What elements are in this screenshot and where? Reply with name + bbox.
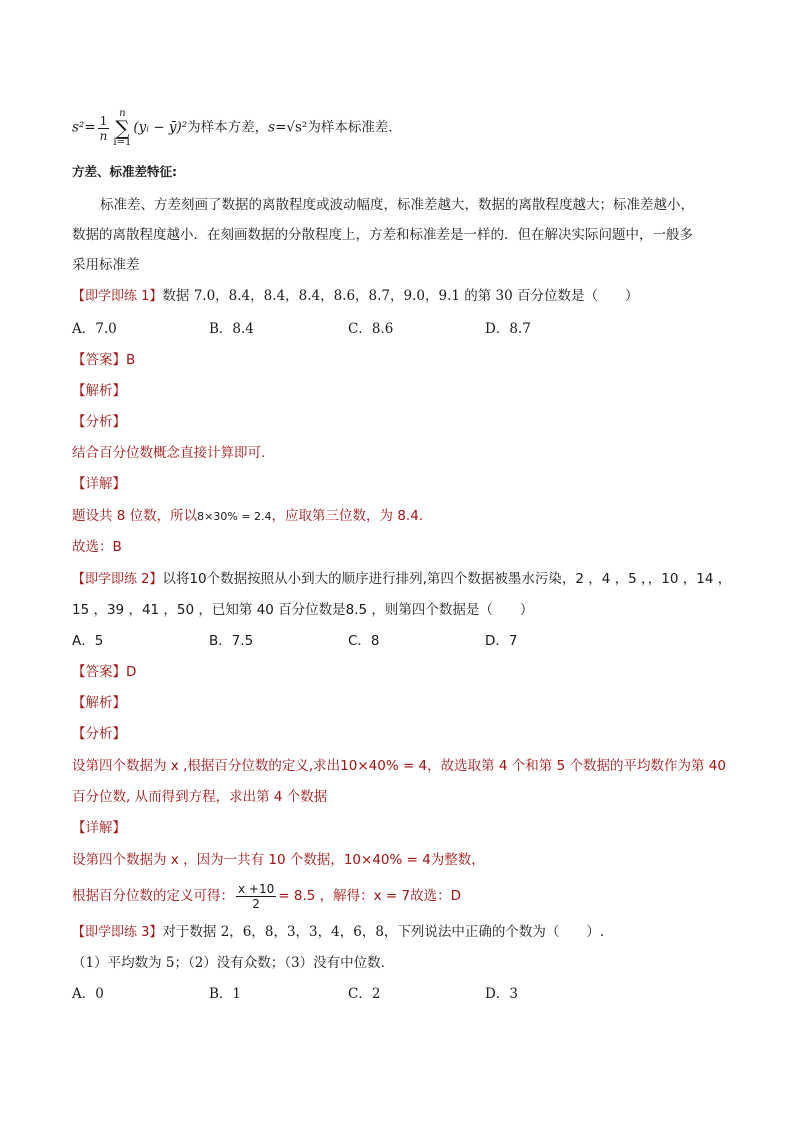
paragraph-line-2: 数据的离散程度越小．在刻画数据的分散程度上，方差和标准差是一样的．但在解决实际问题中，一般多 <box>72 227 693 243</box>
q2-xiangjie: 【详解】 <box>72 820 126 836</box>
q2-fraction <box>236 882 276 911</box>
q1-fenxi: 【分析】 <box>72 414 126 430</box>
q2-option-c: C．8 <box>348 633 380 649</box>
q2-detail-line-1: 设第四个数据为 x ，因为一共有 10 个数据，10×40% = 4为整数， <box>72 852 485 868</box>
formula-lhs: s²= <box>72 119 96 136</box>
q2-fraction-den: 2 <box>252 896 260 911</box>
summation-symbol: n ∑ i=1 <box>113 108 132 148</box>
q2-detail-line-2 <box>72 880 461 912</box>
fraction-denominator: n <box>99 128 108 143</box>
section-title: 方差、标准差特征: <box>72 164 177 179</box>
q2-detail-l2b: = 8.5 ，解得：x = 7故选：D <box>278 888 461 904</box>
formula-summand: (yᵢ − ȳ)² <box>133 119 188 136</box>
q1-option-a: A．7.0 <box>72 321 117 337</box>
q1-tag: 【即学即练 1】 <box>72 289 163 304</box>
q1-answer-tag: 【答案】 <box>72 352 126 368</box>
q3-option-c: C．2 <box>348 986 381 1002</box>
q3-statements: （1）平均数为 5；（2）没有众数；（3）没有中位数． <box>72 955 395 971</box>
q1-option-d: D．8.7 <box>485 321 531 337</box>
q2-detail-l2a: 根据百分位数的定义可得： <box>72 888 234 904</box>
q2-fenxi-line-2: 百分位数, 从而得到方程，求出第 4 个数据 <box>72 789 328 805</box>
q3-stem <box>72 922 604 943</box>
q2-answer <box>72 662 136 682</box>
formula-label-variance: 为样本方差， <box>187 119 269 136</box>
formula-fraction <box>98 114 110 143</box>
q1-xiangjie: 【详解】 <box>72 476 126 492</box>
q3-option-b: B．1 <box>209 986 242 1002</box>
paragraph-line-1: 标准差、方差刻画了数据的离散程度或波动幅度，标准差越大，数据的离散程度越大；标准差越小， <box>100 197 694 213</box>
q1-detail <box>72 506 423 527</box>
formula-s-eq: s= <box>268 119 287 136</box>
formula-label-sd: 为样本标准差． <box>307 119 402 136</box>
q3-option-a: A．0 <box>72 986 104 1002</box>
q1-detail-b: ，应取第三位数，为 8.4. <box>271 508 424 524</box>
q2-fraction-num: x +10 <box>238 881 275 896</box>
q2-tag: 【即学即练 2】 <box>72 572 163 587</box>
q3-option-d: D．3 <box>485 986 518 1002</box>
q2-stem-line-1 <box>72 569 731 590</box>
q1-answer <box>72 350 135 370</box>
formula-sqrt: √s² <box>286 119 308 136</box>
q2-answer-tag: 【答案】 <box>72 664 126 680</box>
q1-detail-math: 8×30% = 2.4 <box>197 510 272 523</box>
sum-lower: i=1 <box>113 137 132 148</box>
q1-stem <box>72 286 639 307</box>
q1-option-c: C．8.6 <box>348 321 394 337</box>
q2-stem-line-2: 15 ，39 ，41 ，50 ，已知第 40 百分位数是8.5 ，则第四个数据是（ ） <box>72 602 534 618</box>
q1-stem-text: 数据 7.0，8.4，8.4，8.4，8.6，8.7，9.0，9.1 的第 30 百分位数是（ ） <box>162 288 639 304</box>
q2-answer-value: D <box>126 664 137 680</box>
q2-option-d: D．7 <box>485 633 518 649</box>
q2-option-b: B．7.5 <box>209 633 254 649</box>
q1-fenxi-text: 结合百分位数概念直接计算即可. <box>72 445 266 461</box>
q3-stem-text: 对于数据 2，6，8，3，3，4，6，8，下列说法中正确的个数为（ ）. <box>162 924 605 940</box>
fraction-numerator: 1 <box>98 114 110 129</box>
paragraph-line-3: 采用标准差 <box>72 257 140 273</box>
q2-option-a: A．5 <box>72 633 104 649</box>
sum-upper: n <box>119 108 126 119</box>
q2-fenxi-line-1: 设第四个数据为 x ,根据百分位数的定义,求出10×40% = 4，故选取第 4 个和第 5 个数据的平均数作为第 40 <box>72 758 726 774</box>
q1-jiexi: 【解析】 <box>72 383 126 399</box>
q1-detail-a: 题设共 8 位数，所以 <box>72 508 198 524</box>
q2-jiexi: 【解析】 <box>72 695 126 711</box>
q1-option-b: B．8.4 <box>209 321 254 337</box>
variance-formula <box>72 108 402 148</box>
q3-tag: 【即学即练 3】 <box>72 925 163 940</box>
q1-answer-value: B <box>126 352 136 368</box>
q2-fenxi: 【分析】 <box>72 726 126 742</box>
q2-stem-l1: 以将10个数据按照从小到大的顺序进行排列,第四个数据被墨水污染，2 ，4 ，5 ，，10 ，14 ， <box>162 571 732 587</box>
q1-conclusion: 故选：B <box>72 539 122 555</box>
